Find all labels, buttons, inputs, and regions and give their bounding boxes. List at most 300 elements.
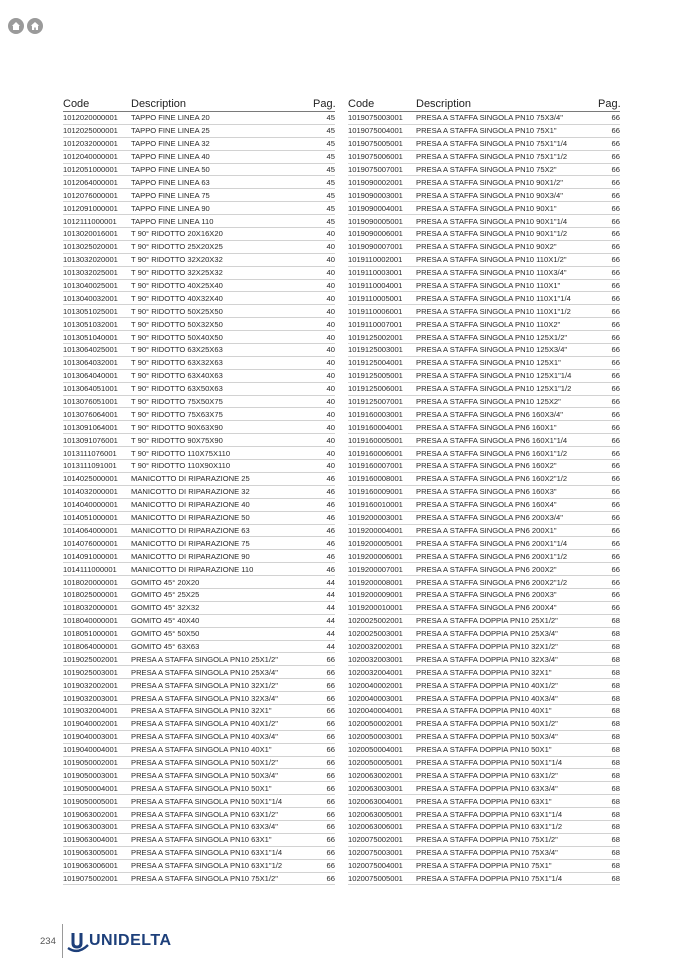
- code-cell: 1019160005001: [348, 435, 403, 445]
- page-cell: 66: [611, 603, 620, 613]
- house-icon[interactable]: [27, 18, 43, 34]
- description-cell: PRESA A STAFFA DOPPIA PN10 75X1"1/4: [416, 873, 563, 883]
- page-cell: 68: [611, 822, 620, 832]
- page-cell: 45: [326, 177, 335, 187]
- description-cell: PRESA A STAFFA DOPPIA PN10 50X3/4": [416, 732, 558, 742]
- page-cell: 66: [326, 706, 335, 716]
- page-cell: 68: [611, 757, 620, 767]
- table-row: [63, 615, 335, 628]
- page-cell: 66: [326, 693, 335, 703]
- code-cell: 1013111076001: [63, 448, 117, 458]
- table-row: [63, 666, 335, 679]
- page-cell: 66: [611, 281, 620, 291]
- page-cell: 66: [326, 848, 335, 858]
- page-cell: 66: [326, 745, 335, 755]
- description-cell: TAPPO FINE LINEA 63: [131, 177, 210, 187]
- page-cell: 66: [611, 293, 620, 303]
- page-cell: 40: [326, 422, 335, 432]
- page-cell: 66: [611, 126, 620, 136]
- code-cell: 1019032002001: [63, 680, 118, 690]
- page-cell: 66: [611, 461, 620, 471]
- page-cell: 66: [611, 564, 620, 574]
- page-cell: 66: [611, 513, 620, 523]
- code-cell: 1020032002001: [348, 641, 403, 651]
- description-cell: PRESA A STAFFA SINGOLA PN6 160X1"1/2: [416, 448, 568, 458]
- description-cell: T 90° RIDOTTO 90X63X90: [131, 422, 223, 432]
- page-cell: 44: [326, 603, 335, 613]
- code-cell: 1013025020001: [63, 242, 118, 252]
- code-cell: 1012091000001: [63, 203, 118, 213]
- description-cell: PRESA A STAFFA SINGOLA PN10 63X1"1/2: [131, 861, 283, 871]
- code-cell: 1013076064001: [63, 409, 118, 419]
- code-cell: 1014040000001: [63, 500, 118, 510]
- top-nav-icons: [8, 18, 43, 34]
- code-cell: 1020063005001: [348, 809, 403, 819]
- table-row: [348, 125, 620, 138]
- table-row: [63, 164, 335, 177]
- table-row: [348, 344, 620, 357]
- code-cell: 1019075006001: [348, 152, 403, 162]
- page-cell: 66: [611, 397, 620, 407]
- page-cell: 66: [611, 358, 620, 368]
- page-cell: 66: [611, 409, 620, 419]
- code-cell: 1019090005001: [348, 216, 403, 226]
- table-row: [63, 757, 335, 770]
- code-cell: 1014111000001: [63, 564, 117, 574]
- description-cell: PRESA A STAFFA SINGOLA PN6 160X3": [416, 487, 557, 497]
- table-row: [348, 254, 620, 267]
- code-cell: 1020075004001: [348, 861, 403, 871]
- description-cell: T 90° RIDOTTO 32X20X32: [131, 255, 223, 265]
- description-cell: PRESA A STAFFA SINGOLA PN10 125X2": [416, 397, 561, 407]
- code-cell: 1020050003001: [348, 732, 403, 742]
- code-cell: 1019075003001: [348, 113, 403, 123]
- code-cell: 1020025002001: [348, 616, 403, 626]
- home-icon[interactable]: [8, 18, 24, 34]
- description-cell: PRESA A STAFFA SINGOLA PN6 200X3": [416, 590, 557, 600]
- table-row: [63, 769, 335, 782]
- page-cell: 40: [326, 306, 335, 316]
- description-cell: PRESA A STAFFA SINGOLA PN6 160X1"1/4: [416, 435, 568, 445]
- page-cell: 66: [611, 448, 620, 458]
- description-cell: PRESA A STAFFA SINGOLA PN10 63X1/2": [131, 809, 278, 819]
- table-header: [348, 96, 620, 112]
- code-cell: 1013051040001: [63, 332, 118, 342]
- code-cell: 1019160004001: [348, 422, 403, 432]
- page-cell: 68: [611, 693, 620, 703]
- code-cell: 1019200006001: [348, 551, 403, 561]
- page-cell: 44: [326, 641, 335, 651]
- code-cell: 1013064032001: [63, 358, 118, 368]
- description-cell: PRESA A STAFFA SINGOLA PN10 25X3/4": [131, 667, 278, 677]
- table-row: [63, 344, 335, 357]
- page-cell: 68: [611, 667, 620, 677]
- description-cell: PRESA A STAFFA SINGOLA PN10 125X3/4": [416, 345, 568, 355]
- description-cell: TAPPO FINE LINEA 110: [131, 216, 214, 226]
- page-cell: 66: [611, 487, 620, 497]
- table-row: [63, 305, 335, 318]
- code-cell: 1019075002001: [63, 873, 118, 883]
- page-cell: 40: [326, 371, 335, 381]
- description-cell: PRESA A STAFFA SINGOLA PN6 160X3/4": [416, 409, 563, 419]
- table-row: [63, 383, 335, 396]
- page-cell: 66: [326, 770, 335, 780]
- code-cell: 1020063006001: [348, 822, 403, 832]
- code-cell: 1019063004001: [63, 835, 118, 845]
- table-row: [348, 434, 620, 447]
- description-cell: PRESA A STAFFA SINGOLA PN10 75X2": [416, 165, 557, 174]
- code-cell: 1019200007001: [348, 564, 403, 574]
- page-cell: 68: [611, 783, 620, 793]
- header-description: Description: [416, 98, 472, 110]
- table-row: [348, 473, 620, 486]
- description-cell: PRESA A STAFFA SINGOLA PN10 32X1": [131, 706, 272, 716]
- code-cell: 1013111091001: [63, 461, 117, 471]
- description-cell: T 90° RIDOTTO 50X25X50: [131, 306, 223, 316]
- page-cell: 68: [611, 680, 620, 690]
- code-cell: 1019110003001: [348, 268, 403, 278]
- table-row: [348, 486, 620, 499]
- code-cell: 1019200004001: [348, 525, 403, 535]
- code-cell: 1019110006001: [348, 306, 403, 316]
- table-row: [348, 331, 620, 344]
- table-row: [63, 602, 335, 615]
- description-cell: T 90° RIDOTTO 40X25X40: [131, 281, 223, 291]
- page-cell: 40: [326, 319, 335, 329]
- description-cell: PRESA A STAFFA SINGOLA PN10 125X1"1/4: [416, 371, 572, 381]
- table-row: [63, 873, 335, 886]
- table-row: [348, 834, 620, 847]
- code-cell: 1012025000001: [63, 126, 118, 136]
- header-code: Code: [63, 98, 90, 110]
- description-cell: PRESA A STAFFA SINGOLA PN6 160X4": [416, 500, 557, 510]
- description-cell: GOMITO 45° 20X20: [131, 577, 200, 587]
- page-cell: 68: [611, 654, 620, 664]
- header-pag: Pag.: [598, 98, 621, 110]
- code-cell: 1020075005001: [348, 873, 403, 883]
- page-cell: 40: [326, 281, 335, 291]
- code-cell: 1019110007001: [348, 319, 403, 329]
- table-row: [63, 267, 335, 280]
- page-cell: 68: [611, 809, 620, 819]
- description-cell: PRESA A STAFFA SINGOLA PN10 50X1"1/4: [131, 796, 283, 806]
- page-cell: 46: [326, 513, 335, 523]
- code-cell: 1013064025001: [63, 345, 118, 355]
- description-cell: PRESA A STAFFA SINGOLA PN10 63X3/4": [131, 822, 278, 832]
- table-row: [348, 692, 620, 705]
- page-cell: 40: [326, 242, 335, 252]
- page-cell: 66: [611, 474, 620, 484]
- table-row: [348, 860, 620, 873]
- header-pag: Pag.: [313, 98, 336, 110]
- description-cell: GOMITO 45° 40X40: [131, 616, 200, 626]
- table-row: [63, 550, 335, 563]
- code-cell: 1019160007001: [348, 461, 403, 471]
- page-cell: 66: [611, 242, 620, 252]
- description-cell: PRESA A STAFFA SINGOLA PN6 200X1"1/4: [416, 538, 568, 548]
- description-cell: PRESA A STAFFA SINGOLA PN10 40X1/2": [131, 719, 278, 729]
- page-cell: 66: [611, 500, 620, 510]
- code-cell: 1019200010001: [348, 603, 403, 613]
- table-row: [63, 537, 335, 550]
- page-cell: 46: [326, 525, 335, 535]
- table-row: [348, 215, 620, 228]
- table-row: [348, 757, 620, 770]
- description-cell: T 90° RIDOTTO 50X40X50: [131, 332, 223, 342]
- table-row: [348, 318, 620, 331]
- page-cell: 66: [611, 229, 620, 239]
- table-body: [63, 112, 335, 885]
- page-cell: 45: [326, 139, 335, 149]
- page-cell: 66: [611, 113, 620, 123]
- description-cell: PRESA A STAFFA SINGOLA PN10 90X1/2": [416, 177, 563, 187]
- description-cell: MANICOTTO DI RIPARAZIONE 25: [131, 474, 250, 484]
- left-code-table: [63, 96, 335, 885]
- page-cell: 66: [611, 371, 620, 381]
- description-cell: PRESA A STAFFA SINGOLA PN6 200X2": [416, 564, 557, 574]
- code-cell: 1019200008001: [348, 577, 403, 587]
- code-cell: 1020050005001: [348, 757, 403, 767]
- page-cell: 66: [611, 306, 620, 316]
- code-cell: 1014076000001: [63, 538, 118, 548]
- description-cell: PRESA A STAFFA SINGOLA PN10 90X2": [416, 242, 557, 252]
- table-row: [63, 692, 335, 705]
- table-row: [348, 653, 620, 666]
- table-row: [63, 460, 335, 473]
- table-row: [63, 653, 335, 666]
- code-cell: 1012111000001: [63, 216, 117, 226]
- description-cell: PRESA A STAFFA SINGOLA PN10 50X3/4": [131, 770, 278, 780]
- table-row: [348, 138, 620, 151]
- code-cell: 1018051000001: [63, 629, 118, 639]
- code-cell: 1019050005001: [63, 796, 118, 806]
- table-row: [63, 679, 335, 692]
- code-cell: 1019160009001: [348, 487, 403, 497]
- description-cell: T 90° RIDOTTO 25X20X25: [131, 242, 223, 252]
- table-row: [63, 795, 335, 808]
- code-cell: 1019200005001: [348, 538, 403, 548]
- code-cell: 1020032004001: [348, 667, 403, 677]
- page-cell: 66: [326, 873, 335, 883]
- code-cell: 1013076051001: [63, 397, 118, 407]
- table-row: [63, 744, 335, 757]
- page-cell: 66: [326, 654, 335, 664]
- table-row: [348, 718, 620, 731]
- table-row: [348, 176, 620, 189]
- table-row: [348, 550, 620, 563]
- table-row: [63, 499, 335, 512]
- code-cell: 1019110002001: [348, 255, 403, 265]
- table-row: [63, 125, 335, 138]
- description-cell: PRESA A STAFFA SINGOLA PN10 125X1": [416, 358, 561, 368]
- description-cell: PRESA A STAFFA SINGOLA PN10 90X1"1/2: [416, 229, 568, 239]
- table-row: [348, 267, 620, 280]
- code-cell: 1020075003001: [348, 848, 403, 858]
- table-row: [348, 357, 620, 370]
- description-cell: PRESA A STAFFA SINGOLA PN10 40X1": [131, 745, 272, 755]
- code-cell: 1019040004001: [63, 745, 118, 755]
- code-cell: 1013020016001: [63, 229, 118, 239]
- page-cell: 66: [611, 525, 620, 535]
- description-cell: PRESA A STAFFA SINGOLA PN10 40X3/4": [131, 732, 278, 742]
- table-row: [63, 112, 335, 125]
- unidelta-logo: [65, 928, 172, 954]
- description-cell: PRESA A STAFFA SINGOLA PN10 75X1"1/2: [416, 152, 568, 162]
- description-cell: PRESA A STAFFA DOPPIA PN10 63X1": [416, 796, 552, 806]
- code-cell: 1019125005001: [348, 371, 403, 381]
- code-cell: 1020025003001: [348, 629, 403, 639]
- table-row: [348, 280, 620, 293]
- page-cell: 66: [611, 384, 620, 394]
- page-cell: 45: [326, 203, 335, 213]
- description-cell: PRESA A STAFFA DOPPIA PN10 40X1": [416, 706, 552, 716]
- description-cell: T 90° RIDOTTO 110X90X110: [131, 461, 231, 471]
- page-cell: 66: [326, 732, 335, 742]
- code-cell: 1019032003001: [63, 693, 118, 703]
- description-cell: TAPPO FINE LINEA 40: [131, 152, 210, 162]
- page-cell: 40: [326, 358, 335, 368]
- code-cell: 1013064040001: [63, 371, 118, 381]
- code-cell: 1012064000001: [63, 177, 118, 187]
- table-row: [63, 847, 335, 860]
- table-row: [63, 860, 335, 873]
- table-row: [348, 782, 620, 795]
- code-cell: 1019200009001: [348, 590, 403, 600]
- page-cell: 46: [326, 538, 335, 548]
- description-cell: PRESA A STAFFA SINGOLA PN6 160X2"1/2: [416, 474, 568, 484]
- table-row: [63, 215, 335, 228]
- description-cell: PRESA A STAFFA DOPPIA PN10 50X1": [416, 745, 552, 755]
- table-row: [63, 228, 335, 241]
- table-row: [348, 421, 620, 434]
- page-cell: 44: [326, 577, 335, 587]
- page-cell: 66: [326, 861, 335, 871]
- description-cell: PRESA A STAFFA SINGOLA PN6 200X1": [416, 525, 557, 535]
- table-row: [63, 434, 335, 447]
- code-cell: 1019090006001: [348, 229, 403, 239]
- page-cell: 66: [611, 165, 620, 174]
- description-cell: PRESA A STAFFA DOPPIA PN10 32X1": [416, 667, 552, 677]
- page-cell: 40: [326, 409, 335, 419]
- code-cell: 1014032000001: [63, 487, 118, 497]
- description-cell: PRESA A STAFFA DOPPIA PN10 40X1/2": [416, 680, 558, 690]
- code-cell: 1014091000001: [63, 551, 118, 561]
- page-cell: 66: [326, 835, 335, 845]
- table-row: [63, 834, 335, 847]
- table-row: [63, 254, 335, 267]
- description-cell: TAPPO FINE LINEA 90: [131, 203, 210, 213]
- code-cell: 1018040000001: [63, 616, 118, 626]
- code-cell: 1019050004001: [63, 783, 118, 793]
- code-cell: 1019090002001: [348, 177, 403, 187]
- table-row: [348, 164, 620, 177]
- page-cell: 66: [326, 667, 335, 677]
- table-row: [63, 447, 335, 460]
- table-row: [348, 537, 620, 550]
- description-cell: MANICOTTO DI RIPARAZIONE 90: [131, 551, 250, 561]
- code-cell: 1013040025001: [63, 281, 118, 291]
- table-row: [348, 808, 620, 821]
- table-header: [63, 96, 335, 112]
- page-cell: 66: [611, 177, 620, 187]
- table-row: [63, 705, 335, 718]
- code-cell: 1020040003001: [348, 693, 403, 703]
- page-cell: 68: [611, 641, 620, 651]
- page-cell: 68: [611, 706, 620, 716]
- description-cell: GOMITO 45° 25X25: [131, 590, 200, 600]
- description-cell: T 90° RIDOTTO 90X75X90: [131, 435, 223, 445]
- description-cell: PRESA A STAFFA SINGOLA PN10 50X1": [131, 783, 272, 793]
- right-code-table: [348, 96, 620, 885]
- table-row: [348, 383, 620, 396]
- description-cell: PRESA A STAFFA SINGOLA PN10 125X1/2": [416, 332, 568, 342]
- description-cell: TAPPO FINE LINEA 25: [131, 126, 210, 136]
- description-cell: PRESA A STAFFA SINGOLA PN10 75X1": [416, 126, 557, 136]
- table-row: [348, 292, 620, 305]
- page-cell: 44: [326, 590, 335, 600]
- description-cell: PRESA A STAFFA DOPPIA PN10 32X1/2": [416, 641, 558, 651]
- table-row: [348, 615, 620, 628]
- description-cell: PRESA A STAFFA SINGOLA PN10 110X2": [416, 319, 561, 329]
- code-cell: 1014025000001: [63, 474, 118, 484]
- table-row: [63, 641, 335, 654]
- table-row: [63, 808, 335, 821]
- description-cell: PRESA A STAFFA SINGOLA PN10 75X1/2": [131, 873, 278, 883]
- page-cell: 66: [611, 319, 620, 329]
- code-cell: 1019075004001: [348, 126, 403, 136]
- code-cell: 1013051032001: [63, 319, 118, 329]
- description-cell: PRESA A STAFFA SINGOLA PN10 110X1": [416, 281, 561, 291]
- table-row: [63, 576, 335, 589]
- page-cell: 40: [326, 397, 335, 407]
- description-cell: PRESA A STAFFA DOPPIA PN10 50X1/2": [416, 719, 558, 729]
- code-cell: 1019110004001: [348, 281, 403, 291]
- page-cell: 68: [611, 629, 620, 639]
- code-cell: 1020050002001: [348, 719, 403, 729]
- page-cell: 45: [326, 165, 335, 174]
- table-row: [63, 189, 335, 202]
- code-cell: 1019040003001: [63, 732, 118, 742]
- description-cell: PRESA A STAFFA DOPPIA PN10 75X3/4": [416, 848, 558, 858]
- table-row: [348, 228, 620, 241]
- code-cell: 1019200003001: [348, 513, 403, 523]
- description-cell: T 90° RIDOTTO 40X32X40: [131, 293, 223, 303]
- code-cell: 1019040002001: [63, 719, 118, 729]
- description-cell: PRESA A STAFFA SINGOLA PN10 63X1": [131, 835, 272, 845]
- description-cell: T 90° RIDOTTO 20X16X20: [131, 229, 223, 239]
- code-cell: 1020063003001: [348, 783, 403, 793]
- code-cell: 1013051025001: [63, 306, 118, 316]
- table-row: [63, 280, 335, 293]
- page-cell: 45: [326, 152, 335, 162]
- page-cell: 45: [326, 216, 335, 226]
- description-cell: GOMITO 45° 32X32: [131, 603, 200, 613]
- page-cell: 46: [326, 564, 335, 574]
- page-cell: 66: [611, 152, 620, 162]
- description-cell: T 90° RIDOTTO 63X32X63: [131, 358, 223, 368]
- table-row: [348, 112, 620, 125]
- table-row: [63, 357, 335, 370]
- header-code: Code: [348, 98, 375, 110]
- page-cell: 66: [611, 422, 620, 432]
- page-cell: 40: [326, 293, 335, 303]
- code-cell: 1018025000001: [63, 590, 118, 600]
- table-row: [63, 151, 335, 164]
- table-row: [348, 641, 620, 654]
- table-row: [348, 705, 620, 718]
- page-cell: 68: [611, 745, 620, 755]
- page-cell: 66: [611, 332, 620, 342]
